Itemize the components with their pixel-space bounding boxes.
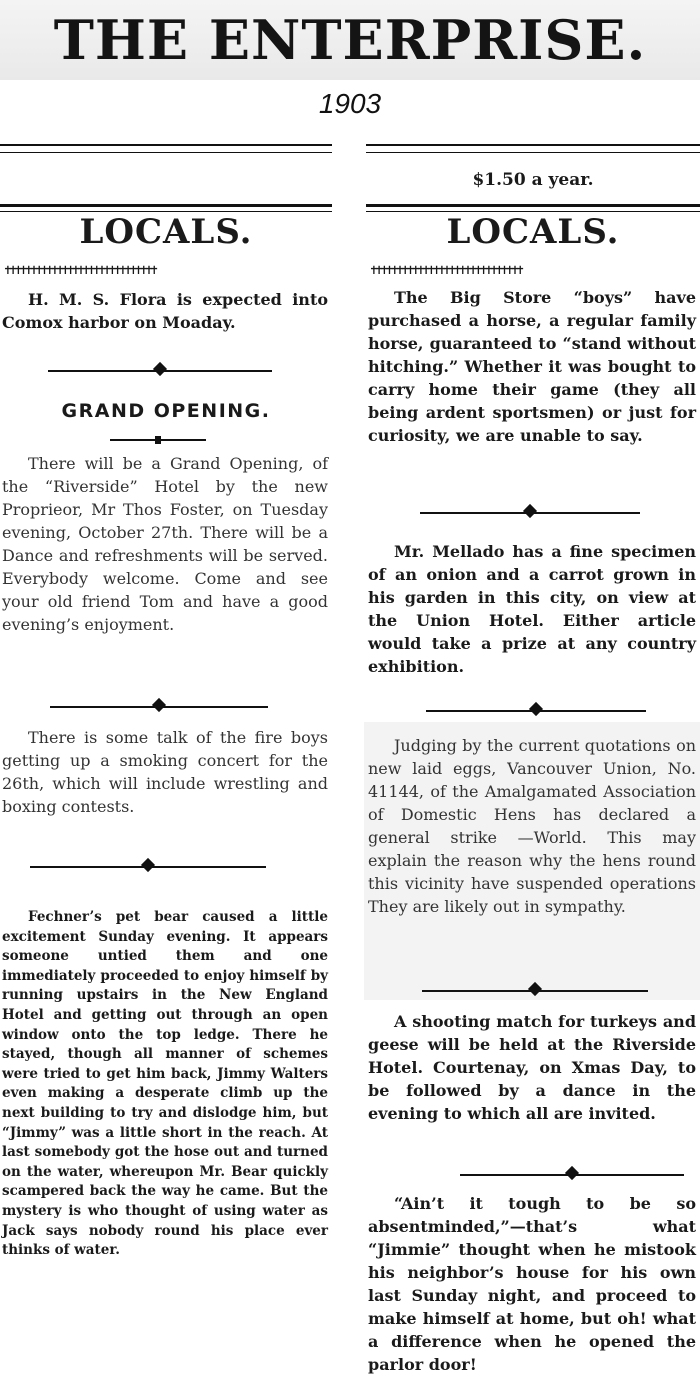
header-rule xyxy=(366,144,700,146)
section-title: LOCALS. xyxy=(446,212,620,252)
divider xyxy=(48,364,272,378)
left-column xyxy=(0,0,332,1400)
article-fire-boys: There is some talk of the fire boys getting up a smoking concert for the 26th, which will include wrestling and boxing contests. xyxy=(2,728,328,816)
header-rule-thin xyxy=(0,152,332,153)
cross-border: ✝✝✝✝✝✝✝✝✝✝✝✝✝✝✝✝✝✝✝✝✝✝✝✝✝✝✝✝✝ xyxy=(4,264,156,278)
article-grand-opening: There will be a Grand Opening, of the “Riverside” Hotel by the new Proprieor, Mr Thos Foster, on Tuesday evening, October 27th. There will be a Dance and refreshments will be served. Everybody welcome. Come and see your old friend Tom and have a good evening’s enjoyment. xyxy=(2,454,328,634)
divider xyxy=(420,506,640,520)
section-rule xyxy=(0,204,332,207)
header-rule xyxy=(0,144,332,146)
divider xyxy=(460,1168,684,1182)
divider xyxy=(422,984,648,998)
cross-border: ✝✝✝✝✝✝✝✝✝✝✝✝✝✝✝✝✝✝✝✝✝✝✝✝✝✝✝✝✝ xyxy=(370,264,522,278)
year-label: 1903 xyxy=(318,88,382,119)
heading-rule xyxy=(110,436,206,444)
divider xyxy=(30,860,266,874)
article-absent-minded: “Ain’t it tough to be so absentminded,”—that’s what “Jimmie” thought when he mistook his neighbor’s house for his own last Sunday night, and proceed to make himself at home, but oh! what a difference when he opened the parlor door! xyxy=(368,1194,696,1374)
article-onion: Mr. Mellado has a fine specimen of an onion and a carrot grown in his garden in this city, on view at the Union Hotel. Either article would take a prize at any country exhibition. xyxy=(368,542,696,676)
divider xyxy=(426,704,646,718)
subscription-price: $1.50 a year. xyxy=(472,170,594,190)
article-flora: H. M. S. Flora is expected into Comox harbor on Moaday. xyxy=(2,290,328,332)
article-pet-bear: Fechner’s pet bear caused a little excitement Sunday evening. It appears someone untied them and one immediately proceeded to enjoy himself by running upstairs in the New England Hotel and getting out through an open window onto the top ledge. There he stayed, though all manner of schemes were tried to get him back, Jimmy Walters even making a desperate climb up the next building to try and dislodge him, but “Jimmy” was a little short in the reach. At last somebody got the hose out and turned on the water, whereupon Mr. Bear quickly scampered back the way he came. But the mystery is who thought of using water as Jack says nobody round his place ever thinks of water. xyxy=(2,909,328,1259)
section-title: LOCALS. xyxy=(79,212,253,252)
section-rule xyxy=(366,204,700,207)
divider xyxy=(50,700,268,714)
right-column xyxy=(366,0,700,1400)
article-shooting-match: A shooting match for turkeys and geese will be held at the Riverside Hotel. Courtenay, on Xmas Day, to be followed by a dance in the evening to which all are invited. xyxy=(368,1012,696,1123)
masthead-title: THE ENTERPRISE. xyxy=(0,0,700,80)
article-big-store: The Big Store “boys” have purchased a horse, a regular family horse, guaranteed to “stand without hitching.” Whether it was bought to carry home their game (they all being ardent sportsmen) or just for curiosity, we are unable to say. xyxy=(368,288,696,445)
header-rule-thin xyxy=(366,152,700,153)
article-hens-strike: Judging by the current quotations on new laid eggs, Vancouver Union, No. 41144, of the Amalgamated Association of Domestic Hens has declared a general strike —World. This may explain the reason why the hens round this vicinity have suspended operations They are likely out in sympathy. xyxy=(368,736,696,916)
grand-opening-heading: GRAND OPENING. xyxy=(61,400,271,422)
